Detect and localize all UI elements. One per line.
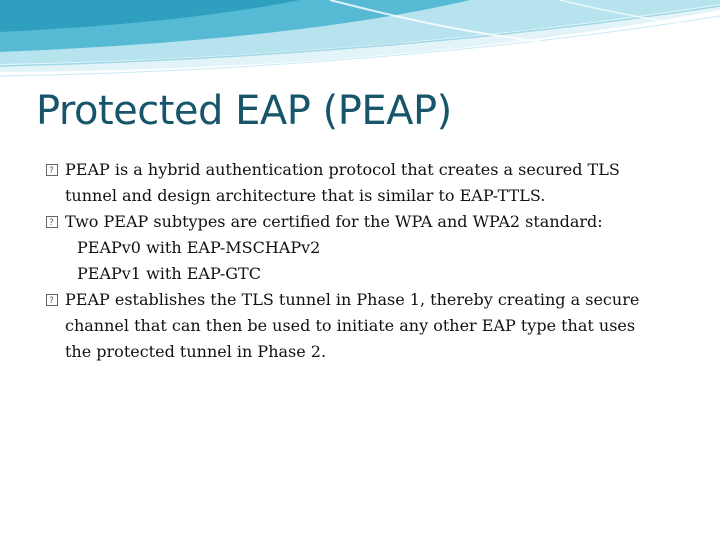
sub-item: PEAPv0 with EAP-MSCHAPv2 xyxy=(77,238,321,257)
slide-title: Protected EAP (PEAP) xyxy=(36,88,452,134)
bullet-line: channel that can then be used to initiate any other EAP type that uses xyxy=(65,316,636,335)
bullet-item xyxy=(46,209,686,235)
bullet-line: tunnel and design architecture that is similar to EAP-TTLS. xyxy=(65,186,546,205)
slide-body xyxy=(46,157,686,365)
bullet-item xyxy=(46,287,686,365)
bullet-box-icon xyxy=(46,216,58,228)
bullet-box-icon xyxy=(46,164,58,176)
bullet-line: PEAP is a hybrid authentication protocol that creates a secured TLS xyxy=(65,160,620,179)
sub-item: PEAPv1 with EAP-GTC xyxy=(77,264,261,283)
bullet-line: PEAP establishes the TLS tunnel in Phase 1, thereby creating a secure xyxy=(65,290,640,309)
bullet-line: Two PEAP subtypes are certified for the WPA and WPA2 standard: xyxy=(65,212,603,231)
bullet-line: the protected tunnel in Phase 2. xyxy=(65,342,327,361)
bullet-item xyxy=(46,157,686,209)
bullet-box-icon xyxy=(46,294,58,306)
header-wave-decoration xyxy=(0,0,720,90)
